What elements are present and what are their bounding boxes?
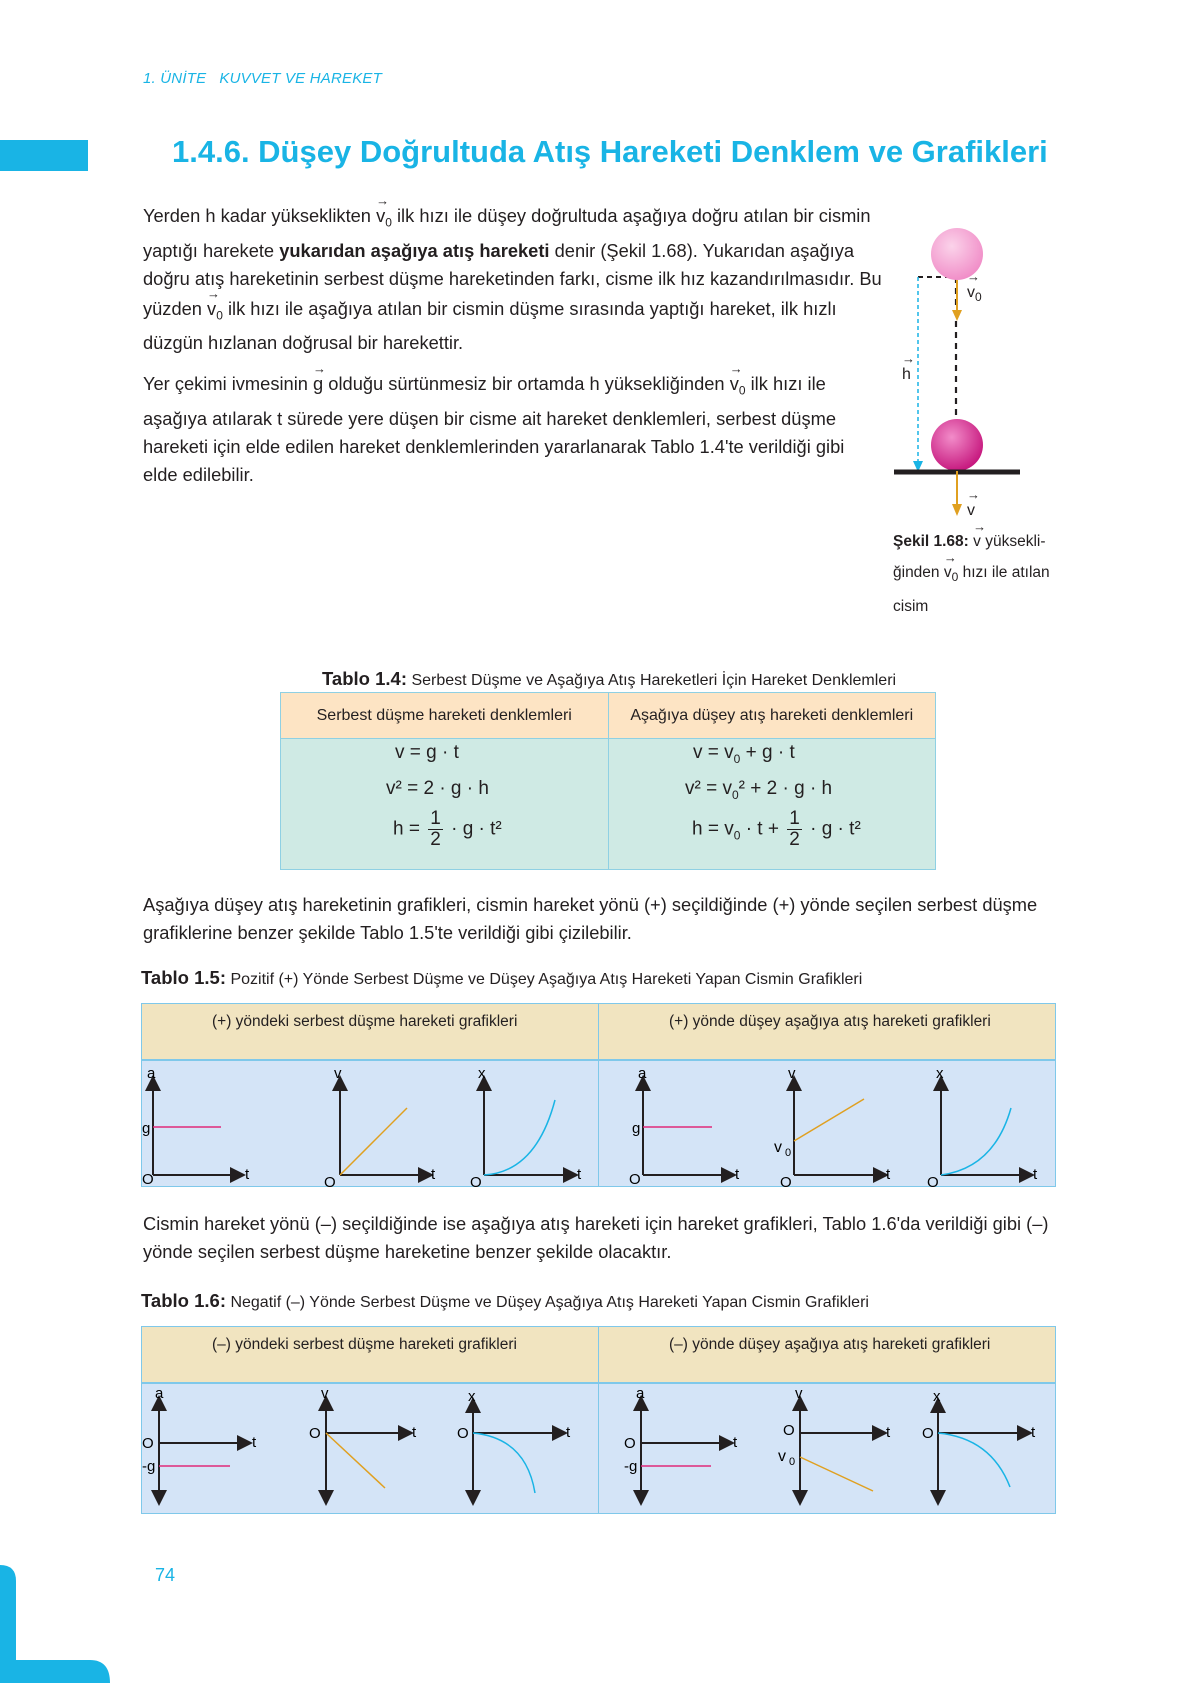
t-axis-label: t (431, 1166, 436, 1183)
graph-x-t-neg (457, 1388, 571, 1498)
origin-label: O (142, 1435, 154, 1452)
x-axis-label: x (936, 1065, 944, 1082)
p2-text2: olduğu sürtünmesiz bir ortamda h yüksekliğinden (328, 373, 725, 394)
v0-symbol: v (376, 205, 386, 226)
page-number: 74 (155, 1565, 176, 1585)
x-axis-label: x (933, 1388, 941, 1405)
page-title: 1.4.6. Düşey Doğrultuda Atış Hareketi Denklem ve Grafikleri (172, 134, 1048, 169)
x-axis-label: x (468, 1388, 476, 1405)
fig-v0-sub: 0 (975, 290, 982, 305)
tablo15-graphs (141, 1060, 1056, 1187)
tablo14-caption-text: Serbest Düşme ve Aşağıya Atış Hareketleri İçin Hareket Denklemleri (411, 672, 897, 689)
v-axis-label: v (321, 1385, 329, 1402)
t-axis-label: t (1031, 1424, 1036, 1441)
v0-subscript-2: 0 (216, 308, 223, 323)
caption-v-symbol: v (973, 533, 981, 550)
tablo16-label: Tablo 1.6: (141, 1290, 226, 1311)
p2-text1: Yer çekimi ivmesinin (143, 373, 308, 394)
section-label: KUVVET VE HAREKET (219, 70, 382, 87)
p1-text3: denir (Şekil 1.68). Yukarıdan aşağıya doğru atış hareketinin serbest düşme hareketinden farkı, cisme ilk hız kazandırılmasıdır. Bu yüzden (143, 239, 882, 319)
fig-v-symbol: v (967, 502, 975, 519)
t-axis-label: t (1033, 1166, 1038, 1183)
tablo14-col1-header: Serbest düşme hareketi denklemleri (281, 693, 609, 739)
t-axis-label: t (886, 1424, 891, 1441)
eq2-fraction (787, 809, 802, 850)
tablo14-caption (322, 668, 896, 690)
eq2-a-post: + g · t (740, 742, 795, 763)
running-header (143, 70, 382, 87)
t-axis-label: t (733, 1434, 738, 1451)
eq2-b (685, 778, 832, 802)
tablo16-col2-header: (–) yönde düşey aşağıya atış hareketi grafikleri (598, 1326, 1056, 1383)
tablo15-caption (141, 967, 862, 989)
eq1-fraction (428, 809, 443, 850)
fig-h-symbol: h (902, 366, 911, 383)
v0-subscript-3: 0 (738, 383, 746, 398)
a-axis-label: a (636, 1385, 645, 1402)
t-axis-label: t (577, 1166, 582, 1183)
g-label: g (142, 1120, 151, 1137)
origin-label: O (922, 1425, 934, 1442)
origin-label: O (470, 1174, 482, 1187)
x-axis-label: x (478, 1065, 486, 1082)
eq2-a-sub: 0 (733, 751, 741, 766)
eq1-c (393, 809, 502, 850)
eq2-num: 1 (789, 808, 800, 829)
eq2-a-pre: v = v (693, 742, 734, 763)
t-axis-label: t (566, 1424, 571, 1441)
origin-label: O (324, 1174, 336, 1187)
graph-v-t-throw-pos (774, 1065, 891, 1187)
v-arrow-head (952, 504, 962, 516)
caption-v0-symbol: v (943, 564, 952, 581)
tablo16-col1-header: (–) yöndeki serbest düşme hareketi grafikleri (141, 1326, 599, 1383)
graph-x-t-throw-pos (927, 1065, 1038, 1187)
ball-bottom (931, 419, 983, 471)
graph-x-t-pos (470, 1065, 582, 1187)
v0-label: v (778, 1448, 786, 1465)
tablo16-caption-text: Negatif (–) Yönde Serbest Düşme ve Düşey Aşağıya Atış Hareketi Yapan Cismin Grafikleri (230, 1294, 869, 1311)
tablo14-col2-header: Aşağıya düşey atış hareketi denklemleri (608, 693, 936, 739)
eq2-c-mid: · t + (740, 818, 779, 840)
tablo14-label: Tablo 1.4: (322, 668, 407, 689)
tablo15-label: Tablo 1.5: (141, 967, 226, 988)
v0-vector (376, 200, 392, 237)
v0-subscript: 0 (385, 215, 392, 230)
eq2-c-post: · g · t² (810, 818, 861, 840)
caption-v-vector (973, 525, 981, 556)
eq1-c-post: · g · t² (451, 818, 502, 840)
caption-label: Şekil 1.68: (893, 533, 969, 550)
caption-text4: cisim (893, 598, 929, 616)
caption-text3: hızı ile atılan (962, 564, 1050, 581)
origin-label: O (927, 1174, 939, 1187)
figure-caption (893, 525, 1093, 621)
v0-symbol-3: v (729, 373, 739, 394)
eq2-b-sub: 0 (731, 787, 739, 802)
graph-v-t-pos (324, 1065, 436, 1187)
origin-label: O (783, 1422, 795, 1439)
eq2-b-pre: v² = v (685, 778, 732, 799)
origin-label: O (629, 1171, 641, 1187)
eq2-b-post: ² + 2 · g · h (738, 778, 833, 799)
fig-v0-symbol: v (967, 284, 975, 301)
g-symbol: g (313, 373, 324, 394)
tablo15-caption-text: Pozitif (+) Yönde Serbest Düşme ve Düşey Aşağıya Atış Hareketi Yapan Cismin Grafikleri (230, 971, 863, 988)
eq1-c-pre: h = (393, 818, 420, 840)
intro-paragraph (143, 200, 883, 357)
v-axis-label: v (788, 1065, 796, 1082)
g-label: g (632, 1120, 641, 1137)
p1-bold-term: yukarıdan aşağıya atış hareketi (279, 239, 550, 261)
v0-sub-label: 0 (785, 1147, 792, 1159)
v0-sub-label: 0 (789, 1456, 796, 1468)
tablo16-caption (141, 1290, 869, 1312)
v-axis-label: v (334, 1065, 342, 1082)
eq1-b: v² = 2 · g · h (386, 778, 489, 799)
p1-text4: ilk hızı ile aşağıya atılan bir cismin düşme sırasında yaptığı hareket, ilk hızlı düzgün hızlanan doğrusal bir harekettir. (143, 297, 837, 354)
unit-label: 1. ÜNİTE (143, 70, 207, 87)
v0-arrow-head (952, 310, 962, 321)
origin-label: O (457, 1425, 469, 1442)
graph-a-t-neg (142, 1385, 257, 1498)
eq2-c-sub: 0 (733, 828, 741, 843)
v0-label: v (774, 1139, 782, 1156)
v0-vector-2 (207, 293, 223, 330)
eq2-a (693, 742, 795, 766)
caption-v0-sub: 0 (951, 570, 959, 585)
tablo16-table (141, 1326, 1056, 1514)
caption-text2: ğinden (893, 564, 940, 581)
origin-label: O (309, 1425, 321, 1442)
g-vector (313, 368, 323, 398)
tablo15-table (141, 1003, 1056, 1187)
bottom-corner-accent (0, 1565, 110, 1683)
graph-x-t-throw-neg (922, 1388, 1036, 1498)
eq1-den: 2 (430, 829, 441, 850)
para4: Cismin hareket yönü (–) seçildiğinde ise aşağıya atış hareketi için hareket grafikleri, Tablo 1.6'da verildiği gibi (–) yönde seçilen serbest düşme hareketine benzer şekilde olacaktır. (143, 1213, 1049, 1262)
eq1-num: 1 (430, 808, 441, 829)
fig-h-label (902, 364, 911, 384)
p1-text1: Yerden h kadar yükseklikten (143, 205, 371, 226)
graph-a-t-throw-pos (629, 1065, 740, 1187)
fig-v0-label (967, 282, 982, 304)
eq2-c-pre: h = v (692, 818, 734, 840)
t-axis-label: t (735, 1166, 740, 1183)
eq2-den: 2 (789, 829, 800, 850)
eq1-a: v = g · t (395, 742, 459, 763)
caption-text1: yüksekli- (985, 533, 1046, 550)
origin-label: O (780, 1174, 792, 1187)
graph-v-t-throw-neg (778, 1385, 891, 1498)
a-axis-label: a (638, 1065, 647, 1082)
caption-v0-vector (944, 556, 958, 592)
p2-text3: ilk hızı ile aşağıya atılarak t sürede yere düşen bir cisme ait hareket denklemleri, serbest düşme hareketi için elde edilen hareket denklemlerinden yararlanarak Tablo 1.4'te verildiği gibi elde edilebilir. (143, 373, 845, 485)
title-accent-bar (0, 140, 88, 171)
graph-a-t-throw-neg (624, 1385, 738, 1498)
graph-a-t-pos (142, 1065, 250, 1187)
t-axis-label: t (252, 1434, 257, 1451)
a-axis-label: a (155, 1385, 164, 1402)
tablo16-graphs (141, 1383, 1056, 1514)
eq2-c (692, 809, 861, 850)
origin-label: O (142, 1171, 154, 1187)
neg-g-label: -g (142, 1458, 156, 1475)
t-axis-label: t (412, 1424, 417, 1441)
p1-text2: ilk hızı ile düşey doğrultuda aşağıya doğru atılan bir cismin yaptığı harekete (143, 205, 871, 261)
t-axis-label: t (245, 1166, 250, 1183)
neg-g-label: -g (624, 1458, 638, 1475)
origin-label: O (624, 1435, 636, 1452)
tablo15-col2-header: (+) yönde düşey aşağıya atış hareketi grafikleri (598, 1003, 1056, 1060)
t-axis-label: t (886, 1166, 891, 1183)
v-axis-label: v (795, 1385, 803, 1402)
tablo15-col1-header: (+) yöndeki serbest düşme hareketi grafikleri (141, 1003, 599, 1060)
a-axis-label: a (147, 1065, 156, 1082)
graph-v-t-neg (309, 1385, 417, 1498)
second-paragraph (143, 368, 883, 489)
v0-symbol-2: v (207, 297, 217, 319)
v0-vector-3 (730, 368, 746, 405)
para3: Aşağıya düşey atış hareketinin grafikleri, cismin hareket yönü (+) seçildiğinde (+) yönde seçilen serbest düşme grafiklerine benzer şekilde Tablo 1.5'te verildiği gibi çizilebilir. (143, 894, 1038, 943)
